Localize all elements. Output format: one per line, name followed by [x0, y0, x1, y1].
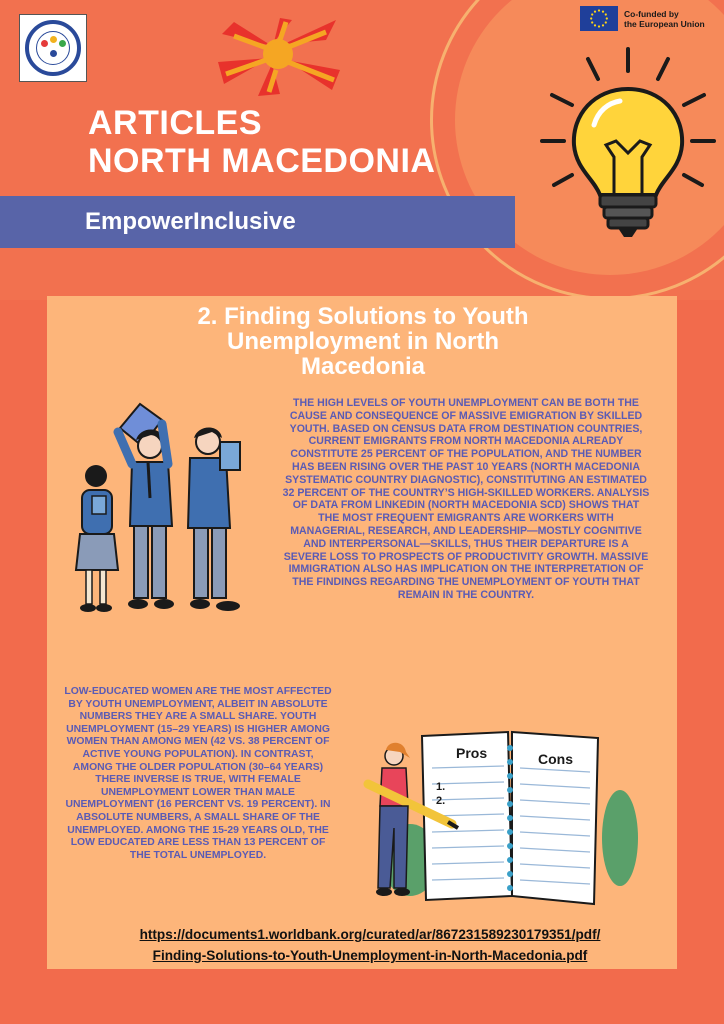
article-paragraph-1: THE HIGH LEVELS OF YOUTH UNEMPLOYMENT CAN BE BOTH THE CAUSE AND CONSEQUENCE OF MASSIVE EMIGRATION BY SKILLED YOUTH. BASED ON CENSUS DATA FROM DESTINATION COUNTRIES, CURRENT EMIGRANTS FROM NORTH MACEDONIA ALREADY CONSTITUTE 25 PERCENT OF THE POPULATION, AND THE NUMBER HAS BEEN RISING OVER THE PAST 10 YEARS (NORTH MACEDONIA SYSTEMATIC COUNTRY DIAGNOSTIC), CONSTITUTING AN ESTIMATED 32 PERCENT OF THE COUNTRY’S HIGH-SKILLED WORKERS. ANALYSIS OF DATA FROM LINKEDIN (NORTH MACEDONIA SCD) SHOWS THAT THE MOST FREQUENT EMIGRANTS ARE WORKERS WITH MANAGERIAL, RESEARCH, AND LEADERSHIP—MOSTLY COGNITIVE AND INTERPERSONAL—SKILLS, THUS THEIR DEPARTURE IS A SEVERE LOSS TO PROSPECTS OF PRODUCTIVITY GROWTH. MASSIVE IMMIGRATION ALSO HAS IMPLICATION ON THE INTERPRETATION OF THE FINDINGS REGARDING THE UNEMPLOYMENT OF YOUTH THAT REMAIN IN THE COUNTRY. [282, 397, 650, 601]
article-title-line-1: 2. Finding Solutions to Youth [197, 303, 529, 330]
eu-badge-line-2: the European Union [624, 18, 705, 29]
source-url-line-2[interactable]: Finding-Solutions-to-Youth-Unemployment-in-North-Macedonia.pdf [152, 948, 588, 963]
logo-seal [25, 20, 81, 76]
notebook-item-2: 2. [436, 795, 446, 807]
page-title-line-2: NORTH MACEDONIA [88, 142, 436, 180]
eu-flag-icon [580, 6, 618, 31]
article-title-line-3: Macedonia [300, 353, 426, 380]
page-title [88, 104, 435, 180]
source-link[interactable] [60, 924, 680, 966]
article-title-line-2: Unemployment in North [226, 328, 499, 355]
lightbulb-icon [528, 45, 718, 245]
article-paragraph-2: LOW-EDUCATED WOMEN ARE THE MOST AFFECTED BY YOUTH UNEMPLOYMENT, ALBEIT IN ABSOLUTE NUMBERS THEY ARE A SMALL SHARE. YOUTH UNEMPLOYMENT (15–29 YEARS) IS HIGHER AMONG WOMEN THAN AMONG MEN (42 VS. 38 PERCENT OF ACTIVE YOUNG POPULATION). IN CONTRAST, AMONG THE OLDER POPULATION (30–64 YEARS) THERE INVERSE IS TRUE, WITH FEMALE UNEMPLOYMENT LOWER THAN MALE UNEMPLOYMENT (16 PERCENT VS. 19 PERCENT). IN ABSOLUTE NUMBERS, A SMALL SHARE OF THE UNEMPLOYED. AMONG THE 15-29 YEARS OLD, THE LOW EDUCATED ARE LESS THAN 13 PERCENT OF THE TOTAL UNEMPLOYED. [64, 686, 332, 861]
students-illustration [58, 398, 258, 623]
project-banner [0, 196, 515, 248]
notebook-pros-label: Pros [456, 745, 488, 761]
page-title-line-1: ARTICLES [88, 104, 262, 142]
notebook-cons-label: Cons [538, 751, 573, 767]
north-macedonia-flag-icon [214, 14, 344, 98]
eu-funding-badge [580, 6, 714, 31]
eu-badge-text [624, 9, 714, 29]
pros-cons-notebook-illustration [340, 728, 640, 908]
article-title [90, 304, 636, 379]
eu-badge-line-1: Co-funded by [624, 8, 679, 19]
notebook-item-1: 1. [436, 781, 446, 793]
empowerinclusive-logo [19, 14, 87, 82]
logo-figures-icon [36, 31, 70, 65]
banner-label: EmpowerInclusive [85, 208, 296, 235]
source-url-line-1[interactable]: https://documents1.worldbank.org/curated/ar/867231589230179351/pdf/ [139, 927, 601, 942]
